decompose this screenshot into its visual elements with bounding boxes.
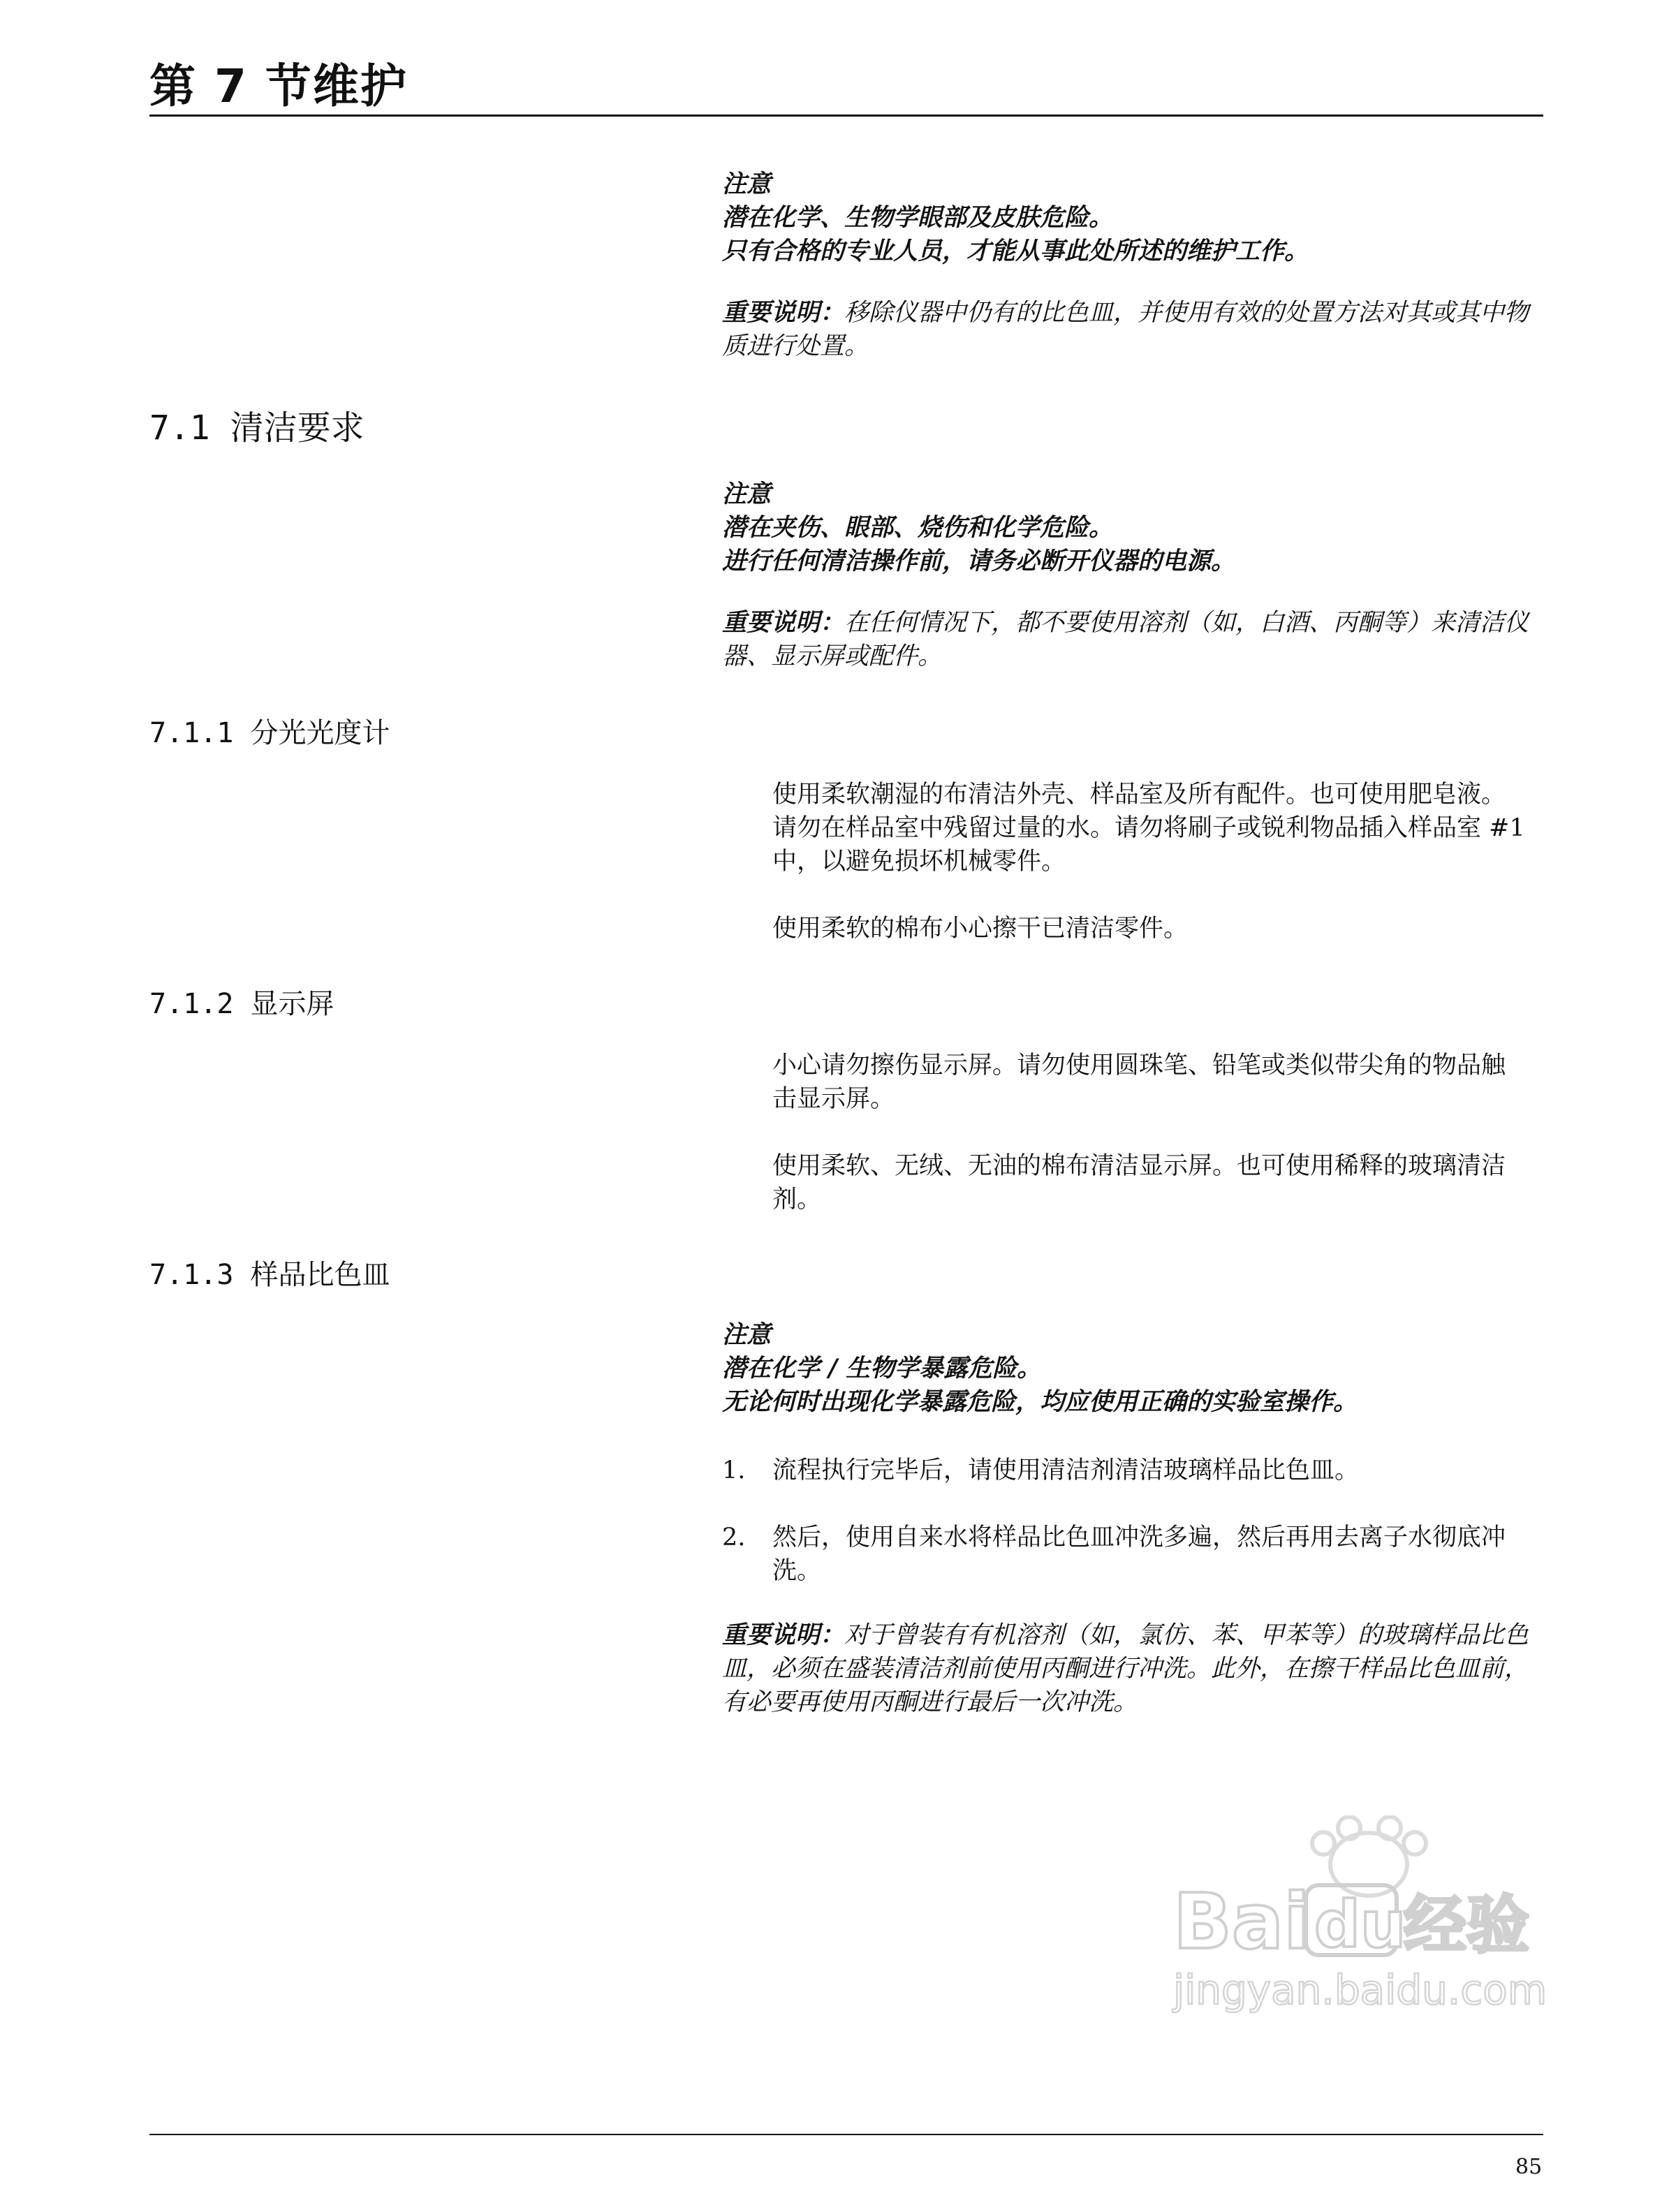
cleaning-steps-list: [722, 1454, 1532, 1621]
paragraph: 使用柔软潮湿的布清洁外壳、样品室及所有配件。也可使用肥皂液。请勿在样品室中残留过量的水。请勿将刷子或锐利物品插入样品室 #1 中，以避免损坏机械零件。: [772, 781, 1525, 876]
page-number: 85: [1515, 2155, 1543, 2179]
section-heading-7-1: 7.1 清洁要求: [149, 408, 365, 448]
important-text: 在任何情况下，都不要使用溶剂（如，白酒、丙酮等）来清洁仪器、显示屏或配件。: [722, 609, 1529, 670]
list-item-number: 1.: [722, 1457, 746, 1484]
caution-line: 进行任何清洁操作前，请务必断开仪器的电源。: [722, 547, 1236, 575]
important-text: 对于曾装有有机溶剂（如，氯仿、苯、甲苯等）的玻璃样品比色皿，必须在盛装清洁剂前使用丙酮进行冲洗。此外，在擦干样品比色皿前，有必要再使用丙酮进行最后一次冲洗。: [722, 1621, 1529, 1716]
paragraph: 使用柔软的棉布小心擦干已清洁零件。: [772, 915, 1189, 943]
header-rule: [149, 115, 1543, 117]
list-item: [722, 1521, 1532, 1588]
list-item-text: 然后，使用自来水将样品比色皿冲洗多遍，然后再用去离子水彻底冲洗。: [772, 1524, 1506, 1585]
caution-label: 注意: [722, 1320, 772, 1349]
caution-line: 只有合格的专业人员，才能从事此处所述的维护工作。: [722, 237, 1309, 265]
caution-label: 注意: [722, 170, 772, 198]
paragraph: 使用柔软、无绒、无油的棉布清洁显示屏。也可使用稀释的玻璃清洁剂。: [772, 1152, 1506, 1214]
section-7-1-important-note: [722, 606, 1543, 673]
svg-text:经验: 经验: [1404, 1889, 1529, 1962]
important-label: 重要说明：: [722, 298, 845, 327]
section-heading-7-1-2: 7.1.2 显示屏: [149, 988, 334, 1020]
section-7-1-3-caution-note: [722, 1318, 1543, 1419]
caution-line: 潜在化学 / 生物学暴露危险。: [722, 1354, 1042, 1382]
paragraph: 小心请勿擦伤显示屏。请勿使用圆珠笔、铅笔或类似带尖角的物品触击显示屏。: [772, 1052, 1506, 1113]
important-text: 移除仪器中仍有的比色皿，并使用有效的处置方法对其或其中物质进行处置。: [722, 299, 1529, 360]
list-item: [722, 1454, 1532, 1487]
caution-line: 潜在夹伤、眼部、烧伤和化学危险。: [722, 513, 1114, 542]
important-label: 重要说明：: [722, 608, 845, 637]
chapter-title: 第 7 节维护: [149, 59, 408, 113]
caution-line: 潜在化学、生物学眼部及皮肤危险。: [722, 203, 1114, 232]
svg-text:Bai: Bai: [1173, 1877, 1310, 1966]
section-heading-7-1-3: 7.1.3 样品比色皿: [149, 1259, 390, 1291]
section-7-1-1-body: [772, 778, 1527, 979]
list-item-number: 2.: [722, 1524, 746, 1551]
list-item-text: 流程执行完毕后，请使用清洁剂清洁玻璃样品比色皿。: [772, 1457, 1360, 1484]
section-heading-7-1-1: 7.1.1 分光光度计: [149, 717, 390, 749]
footer-rule: [149, 2134, 1543, 2135]
section-7-1-2-body: [772, 1049, 1527, 1250]
svg-text:du: du: [1314, 1887, 1406, 1962]
caution-line: 无论何时出现化学暴露危险，均应使用正确的实验室操作。: [722, 1387, 1358, 1416]
important-label: 重要说明：: [722, 1621, 845, 1649]
svg-text:jingyan.baidu.com: jingyan.baidu.com: [1173, 1966, 1547, 2014]
section-7-1-3-important-note: [722, 1619, 1543, 1719]
caution-label: 注意: [722, 480, 772, 508]
baidu-jingyan-watermark-logo: [1159, 1815, 1550, 2025]
section-7-1-caution-note: [722, 478, 1543, 578]
intro-important-note: [722, 296, 1543, 363]
intro-caution-note: [722, 168, 1543, 268]
